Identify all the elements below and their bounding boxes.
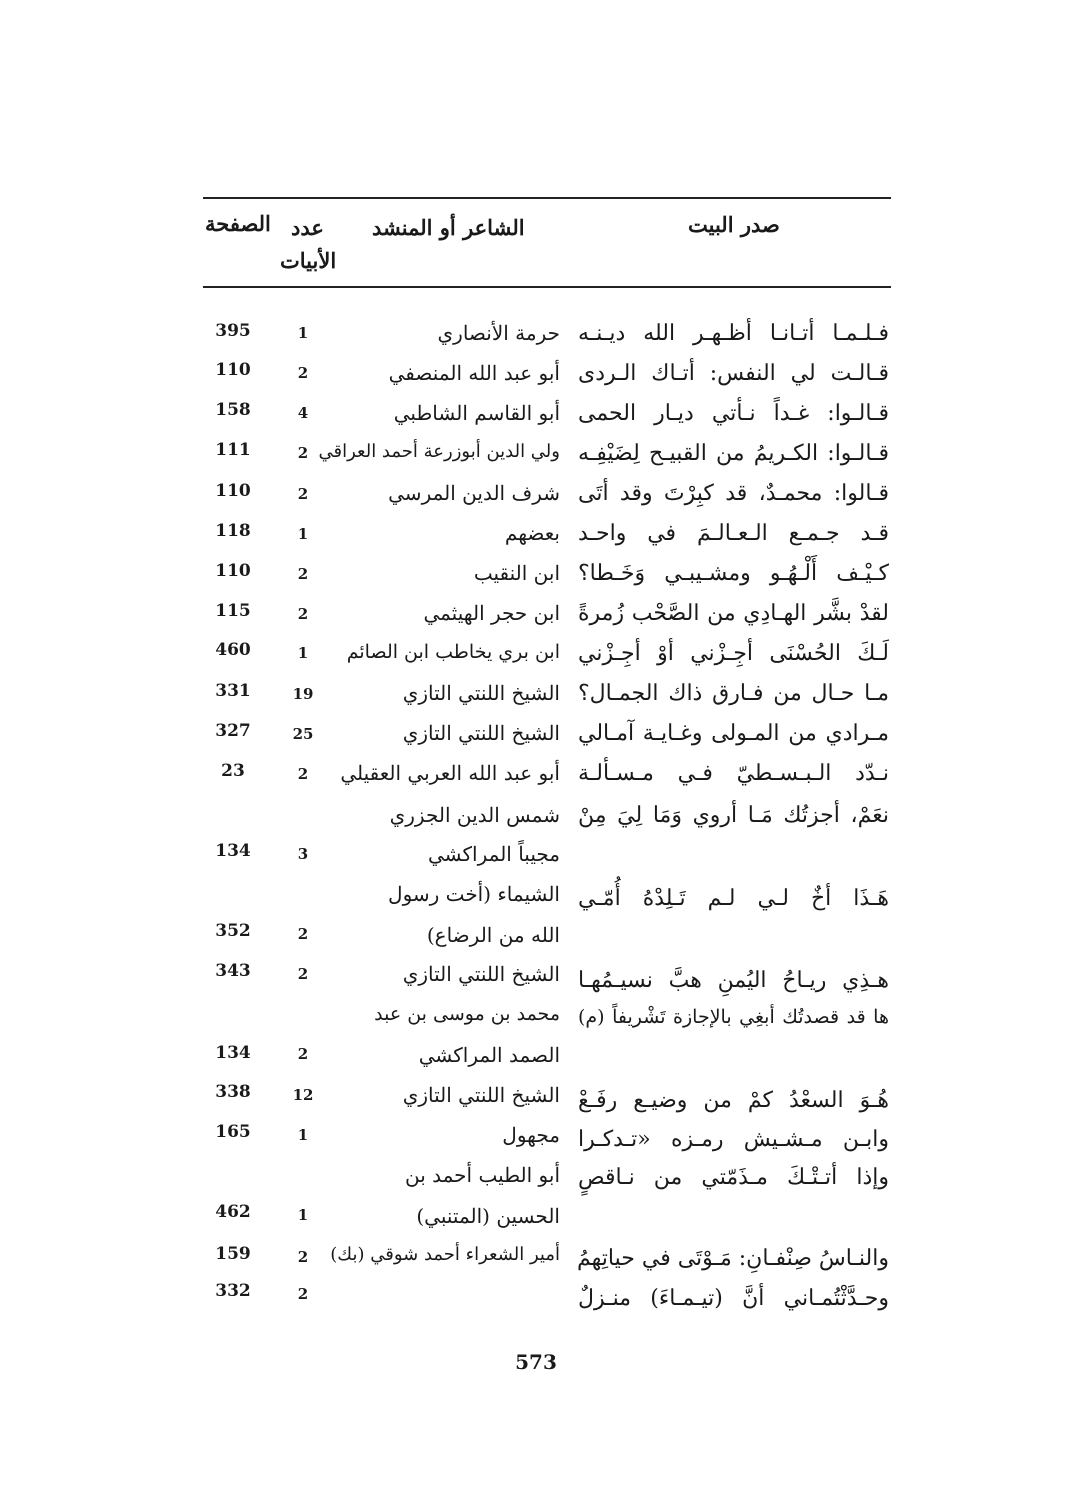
table-cell-page: 110 [215, 561, 251, 581]
table-cell-poet-continued: مجيباً المراكشي [428, 842, 560, 866]
header-count-line2: الأبيات [280, 248, 337, 273]
table-cell-verse: قـالـت لي النفس: أتـاك الـردى [578, 361, 889, 386]
table-cell-count: 2 [297, 965, 309, 983]
header-poet: الشاعر أو المنشد [372, 215, 525, 240]
table-cell-poet: مجهول [502, 1123, 560, 1147]
table-cell-verse: والنـاسُ صِنْفـانِ: مَـوْتَى في حياتِهمُ [577, 1246, 889, 1271]
table-cell-count: 3 [297, 845, 309, 863]
table-cell-count: 2 [297, 485, 309, 503]
table-cell-count: 1 [297, 324, 309, 342]
table-cell-page: 159 [215, 1244, 251, 1264]
table-cell-page: 331 [215, 681, 251, 701]
table-cell-poet-continued: الحسين (المتنبي) [416, 1204, 560, 1228]
table-cell-poet: شرف الدين المرسي [388, 481, 560, 505]
table-cell-count: 1 [297, 644, 309, 662]
table-cell-count: 19 [292, 685, 314, 703]
table-cell-poet: أبو عبد الله المنصفي [388, 361, 560, 385]
table-cell-page: 395 [215, 321, 251, 341]
table-cell-verse: مـرادي من المـولى وغـايـة آمـالي [578, 721, 889, 746]
table-cell-count: 12 [292, 1086, 314, 1104]
table-cell-poet: ابن حجر الهيثمي [423, 601, 560, 625]
table-cell-poet-continued: الصمد المراكشي [418, 1043, 560, 1067]
table-cell-poet: الشيماء (أخت رسول [388, 882, 560, 906]
table-cell-verse: قـالـوا: الكـريمُ من القبيـح لِضَيْفِـه [578, 441, 889, 466]
table-cell-verse: هـذِي ريـاحُ اليُمنِ هبَّ نسيـمُهـا [578, 968, 889, 993]
table-cell-count: 4 [297, 404, 309, 422]
table-cell-page: 115 [215, 601, 251, 621]
table-header-rule [203, 286, 891, 288]
table-cell-page: 352 [215, 921, 251, 941]
table-cell-verse: قـالوا: محمـدٌ، قد كبِرْتَ وقد أتَى [578, 481, 889, 506]
table-cell-verse: نـدّد الـبـسـطيّ فـي مـسـألـة [578, 761, 889, 786]
table-cell-count: 2 [297, 565, 309, 583]
table-cell-page: 118 [215, 521, 251, 541]
table-cell-poet-continued: الله من الرضاع) [426, 923, 560, 947]
table-cell-poet: محمد بن موسى بن عبد [374, 1003, 560, 1025]
table-cell-poet: ابن بري يخاطب ابن الصائم [346, 641, 560, 663]
table-cell-verse: وابـن مـشـيش رمـزه «تـدكـرا [578, 1127, 889, 1152]
table-cell-page: 327 [215, 721, 251, 741]
table-cell-verse: لَـكَ الحُسْنَى أجِـزْني أوْ أجِـزْني [578, 641, 889, 666]
table-cell-poet: أبو القاسم الشاطبي [393, 401, 560, 425]
table-cell-poet: ولي الدين أبوزرعة أحمد العراقي [318, 441, 560, 462]
table-cell-poet: بعضهم [504, 521, 560, 545]
table-cell-page: 111 [215, 440, 251, 460]
table-cell-verse: وحـدَّثْتُمـاني أنَّ (تيـمـاءَ) منـزلٌ [578, 1286, 889, 1311]
table-cell-count: 2 [297, 444, 309, 462]
table-cell-verse: قـالـوا: غـداً نـأتي ديـار الحمى [578, 401, 889, 426]
table-cell-page: 134 [215, 841, 251, 861]
table-cell-count: 25 [292, 725, 314, 743]
table-cell-poet: الشيخ اللنتي التازي [402, 681, 560, 705]
table-cell-page: 338 [215, 1082, 251, 1102]
table-cell-verse: هُـوَ السعْدُ كمْ من وضيـع رفَـعْ [578, 1088, 889, 1113]
header-page: الصفحة [205, 211, 271, 236]
table-cell-verse: قـد جـمـع الـعـالـمَ في واحـد [578, 521, 889, 546]
table-cell-page: 134 [215, 1043, 251, 1063]
table-cell-poet: حرمة الأنصاري [437, 321, 560, 345]
table-cell-poet: أبو الطيب أحمد بن [404, 1163, 560, 1187]
table-cell-page: 23 [221, 761, 245, 781]
table-cell-verse: ها قد قصدتُك أبغِي بالإجازة تَشْريفاً (م) [578, 1006, 889, 1028]
table-cell-poet: الشيخ اللنتي التازي [402, 1083, 560, 1107]
table-cell-verse: وإذا أتـتْـكَ مـذَمّتي من نـاقصٍ [578, 1165, 889, 1190]
table-cell-count: 1 [297, 1126, 309, 1144]
table-cell-count: 2 [297, 364, 309, 382]
table-cell-count: 2 [297, 925, 309, 943]
table-cell-count: 1 [297, 1206, 309, 1224]
table-cell-poet: شمس الدين الجزري [389, 803, 560, 827]
table-cell-poet: أمير الشعراء أحمد شوقي (بك) [330, 1244, 560, 1265]
table-cell-verse: فـلـمـا أتـانـا أظـهـر الله ديـنـه [578, 321, 889, 346]
table-cell-page: 165 [215, 1122, 251, 1142]
table-cell-count: 2 [297, 1285, 309, 1303]
table-cell-verse: لقدْ بشَّر الهـادِي من الصَّحْب زُمرةً [578, 601, 889, 626]
table-cell-page: 110 [215, 481, 251, 501]
table-cell-page: 462 [215, 1202, 251, 1222]
table-cell-verse: كـيْـف أَلْـهُـو ومشـيبـي وَخَـطا؟ [578, 561, 889, 586]
table-top-rule [203, 197, 891, 199]
header-count-line1: عدد [291, 215, 324, 240]
table-cell-page: 332 [215, 1281, 251, 1301]
table-cell-page: 158 [215, 400, 251, 420]
table-cell-poet: الشيخ اللنتي التازي [402, 962, 560, 986]
table-cell-poet: أبو عبد الله العربي العقيلي [340, 761, 560, 785]
table-cell-count: 2 [297, 765, 309, 783]
header-verse: صدر البيت [688, 212, 780, 237]
table-cell-page: 343 [215, 961, 251, 981]
table-cell-count: 2 [297, 1045, 309, 1063]
page-number: 573 [515, 1350, 557, 1374]
table-cell-verse: نعَمْ، أجزتُك مَـا أروي وَمَا لِيَ مِنْ [578, 803, 889, 828]
table-cell-count: 1 [297, 525, 309, 543]
table-cell-poet: الشيخ اللنتي التازي [402, 721, 560, 745]
table-cell-count: 2 [297, 1248, 309, 1266]
table-cell-count: 2 [297, 605, 309, 623]
table-cell-page: 460 [215, 640, 251, 660]
table-cell-poet: ابن النقيب [473, 561, 560, 585]
table-cell-verse: مـا حـال من فـارق ذاك الجمـال؟ [578, 681, 889, 706]
table-cell-page: 110 [215, 360, 251, 380]
table-cell-verse: هَـذَا أخٌ لـي لـم تَـلِدْهُ أُمّـي [578, 886, 889, 911]
